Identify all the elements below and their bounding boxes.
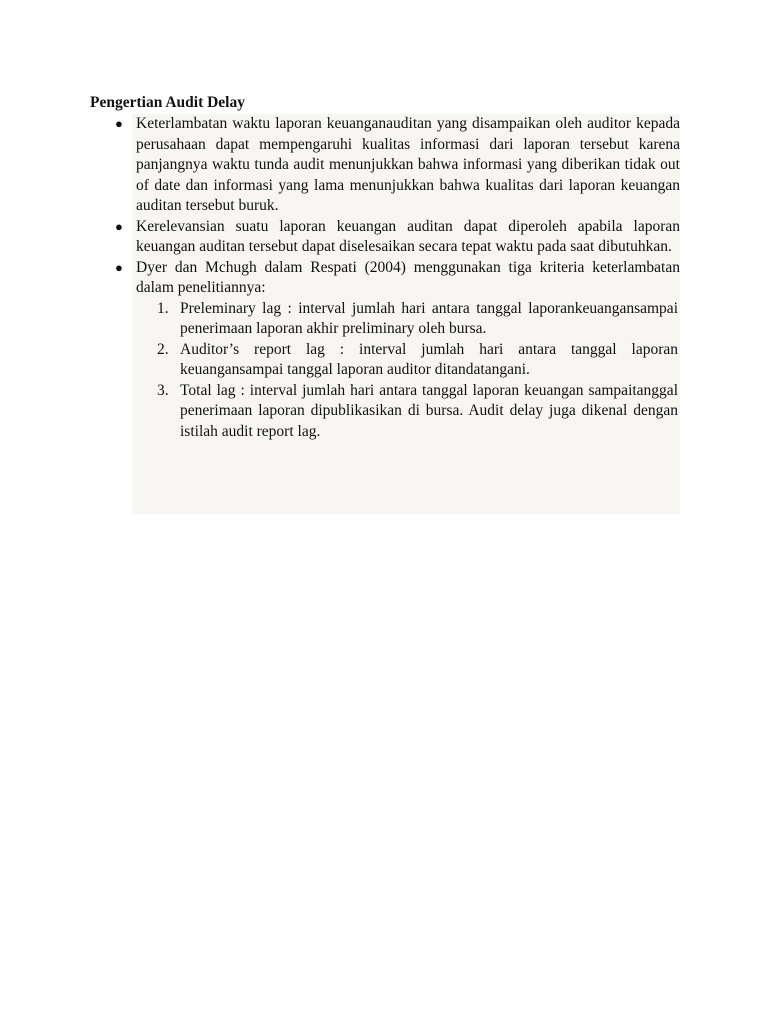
bullet-item — [88, 258, 680, 443]
criteria-text: Preleminary lag : interval jumlah hari antara tanggal laporankeuangansampai penerimaan laporan akhir preliminary oleh bursa. — [180, 299, 678, 337]
bullet-text: Dyer dan Mchugh dalam Respati (2004) menggunakan tiga kriteria keterlambatan dalam penelitiannya: — [136, 258, 680, 296]
text-layer — [88, 92, 680, 442]
criteria-number: 3. — [157, 381, 169, 399]
criteria-item — [88, 340, 680, 381]
bullet-item — [88, 217, 680, 258]
criteria-number: 2. — [157, 340, 169, 358]
criteria-text: Auditor’s report lag : interval jumlah hari antara tanggal laporan keuangansampai tanggal laporan auditor ditandatangani. — [180, 340, 678, 378]
criteria-item — [88, 381, 680, 443]
criteria-text: Total lag : interval jumlah hari antara tanggal laporan keuangan sampaitanggal penerimaan laporan dipublikasikan di bursa. Audit delay juga dikenal dengan istilah audit report lag. — [180, 381, 678, 440]
criteria-number: 1. — [157, 299, 169, 317]
criteria-item — [88, 299, 680, 340]
bullet-text: Kerelevansian suatu laporan keuangan auditan dapat diperoleh apabila laporan keuangan auditan tersebut dapat diselesaikan secara tepat waktu pada saat dibutuhkan. — [136, 217, 680, 255]
bullet-item — [88, 114, 680, 217]
section-heading: Pengertian Audit Delay — [90, 94, 245, 111]
bullet-icon: ● — [115, 218, 123, 234]
criteria-list — [136, 299, 680, 443]
bullet-text: Keterlambatan waktu laporan keuanganauditan yang disampaikan oleh auditor kepada perusahaan dapat mempengaruhi kualitas informasi dari laporan tersebut karena panjangnya waktu tunda audit menunjukkan bahwa informasi yang diberikan tidak out of date dan informasi yang lama menunjukkan bahwa kualitas dari laporan keuangan auditan tersebut buruk. — [136, 115, 680, 214]
bullet-list — [88, 114, 680, 442]
bullet-icon: ● — [115, 116, 123, 131]
bullet-icon: ● — [115, 259, 123, 275]
document-content — [88, 92, 680, 514]
